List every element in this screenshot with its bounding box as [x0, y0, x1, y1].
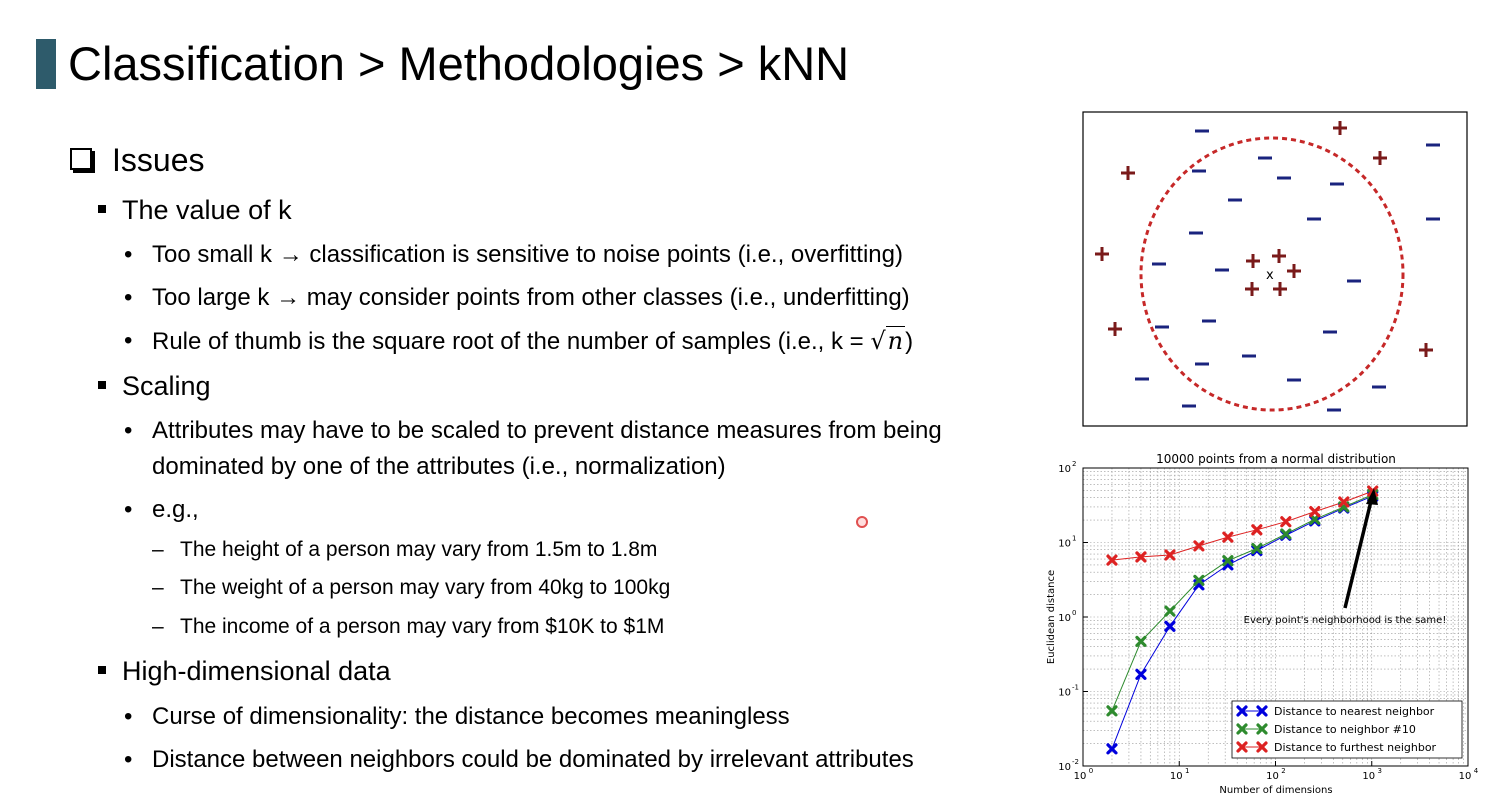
dot-bullet-icon: • [124, 241, 133, 268]
sub-item [152, 574, 670, 602]
dot-bullet-icon: • [124, 496, 133, 523]
sqrt-variable: n [887, 327, 904, 355]
y-tick-label: 10 [1058, 687, 1071, 699]
y-tick-exponent: 0 [1072, 609, 1077, 617]
section-label: High-dimensional data [122, 656, 391, 686]
legend-label: Distance to furthest neighbor [1274, 741, 1437, 754]
square-bullet-icon [98, 205, 106, 213]
bullet-text: dominated by one of the attributes (i.e., normalization) [152, 453, 726, 480]
bullet-item [124, 702, 790, 732]
data-point [1282, 518, 1290, 526]
sqrt-formula [870, 326, 905, 355]
x-tick-label: 10 [1458, 771, 1472, 782]
bullet-text: Too small k → classification is sensitive to noise points (i.e., overfitting) [152, 241, 903, 268]
y-tick-label: 10 [1058, 613, 1071, 624]
sub-item-text: The income of a person may vary from $10K to $1M [180, 615, 665, 638]
legend-label: Distance to nearest neighbor [1274, 705, 1435, 718]
section-value-of-k [98, 194, 292, 226]
sub-item-text: The height of a person may vary from 1.5m to 1.8m [180, 538, 658, 561]
dot-bullet-icon: • [124, 327, 133, 354]
y-tick-label: 10 [1058, 464, 1071, 475]
bullet-text: Distance between neighbors could be dominated by irrelevant attributes [152, 746, 914, 773]
section-label: The value of k [122, 195, 292, 225]
bullet-item [124, 416, 942, 446]
y-tick-exponent: 1 [1072, 534, 1077, 543]
bullet-item [124, 240, 903, 270]
query-point-label: x [1266, 268, 1274, 283]
knn-neighborhood-diagram [1082, 111, 1468, 427]
x-tick-label: 10 [1073, 771, 1087, 782]
dash-bullet-icon: – [152, 538, 164, 561]
dash-bullet-icon: – [152, 576, 164, 599]
sqrt-symbol: √ [870, 327, 886, 355]
bullet-item [124, 326, 914, 356]
dash-bullet-icon: – [152, 615, 164, 638]
annotation-arrow [1345, 497, 1372, 608]
slide-title: Classification > Methodologies > kNN [68, 37, 850, 90]
formula-close: ) [905, 328, 914, 355]
chart-legend [1232, 701, 1462, 758]
bullet-text: Attributes may have to be scaled to prevent distance measures from being [152, 417, 942, 444]
bullet-text: Curse of dimensionality: the distance becomes meaningless [152, 703, 790, 730]
y-tick-label: 10 [1058, 762, 1071, 773]
sub-item [152, 536, 657, 564]
legend-label: Distance to neighbor #10 [1274, 723, 1416, 736]
x-tick-label: 10 [1266, 771, 1279, 782]
sub-item [152, 613, 664, 641]
issues-heading-label: Issues [112, 142, 205, 178]
bullet-text-main: Rule of thumb is the square root of the number of samples (i.e., k = [152, 328, 871, 355]
pointer-cursor-icon [856, 516, 868, 528]
x-tick-exponent: 0 [1088, 767, 1094, 775]
x-tick-exponent: 2 [1281, 767, 1286, 775]
y-tick-exponent: 2 [1072, 460, 1077, 468]
square-bullet-icon [98, 666, 106, 674]
bullet-item [124, 495, 199, 525]
x-tick-exponent: 4 [1473, 767, 1479, 775]
chart-annotation: Every point's neighborhood is the same! [1243, 615, 1447, 626]
data-point [1311, 508, 1319, 516]
bullet-item [124, 745, 914, 775]
checkbox-bullet-icon [70, 148, 92, 170]
bullet-text: e.g., [152, 496, 199, 523]
section-high-dimensional [98, 655, 391, 687]
dot-bullet-icon: • [124, 284, 133, 311]
x-tick-exponent: 3 [1377, 767, 1382, 775]
y-tick-exponent: -2 [1072, 758, 1079, 766]
issues-heading [70, 142, 204, 178]
dot-bullet-icon: • [124, 703, 133, 730]
x-tick-label: 10 [1362, 771, 1376, 782]
distance-chart [1040, 450, 1480, 796]
bullet-text: Too large k → may consider points from other classes (i.e., underfitting) [152, 284, 910, 311]
dot-bullet-icon: • [124, 746, 133, 773]
sub-item-text: The weight of a person may vary from 40kg to 100kg [180, 576, 671, 599]
section-scaling [98, 370, 211, 402]
title-accent-bar [36, 39, 56, 89]
y-tick-exponent: -1 [1072, 683, 1079, 692]
x-tick-exponent: 1 [1185, 767, 1190, 775]
data-point [1224, 533, 1232, 541]
x-axis-label: Number of dimensions [1219, 785, 1333, 796]
dot-bullet-icon: • [124, 417, 133, 444]
bullet-item [124, 283, 910, 313]
chart-title: 10000 points from a normal distribution [1156, 452, 1396, 466]
x-tick-label: 10 [1169, 771, 1183, 782]
y-tick-label: 10 [1058, 538, 1071, 550]
bullet-text [152, 326, 913, 357]
data-point [1253, 526, 1261, 534]
square-bullet-icon [98, 381, 106, 389]
section-label: Scaling [122, 371, 211, 401]
y-axis-label: Euclidean distance [1046, 569, 1057, 665]
